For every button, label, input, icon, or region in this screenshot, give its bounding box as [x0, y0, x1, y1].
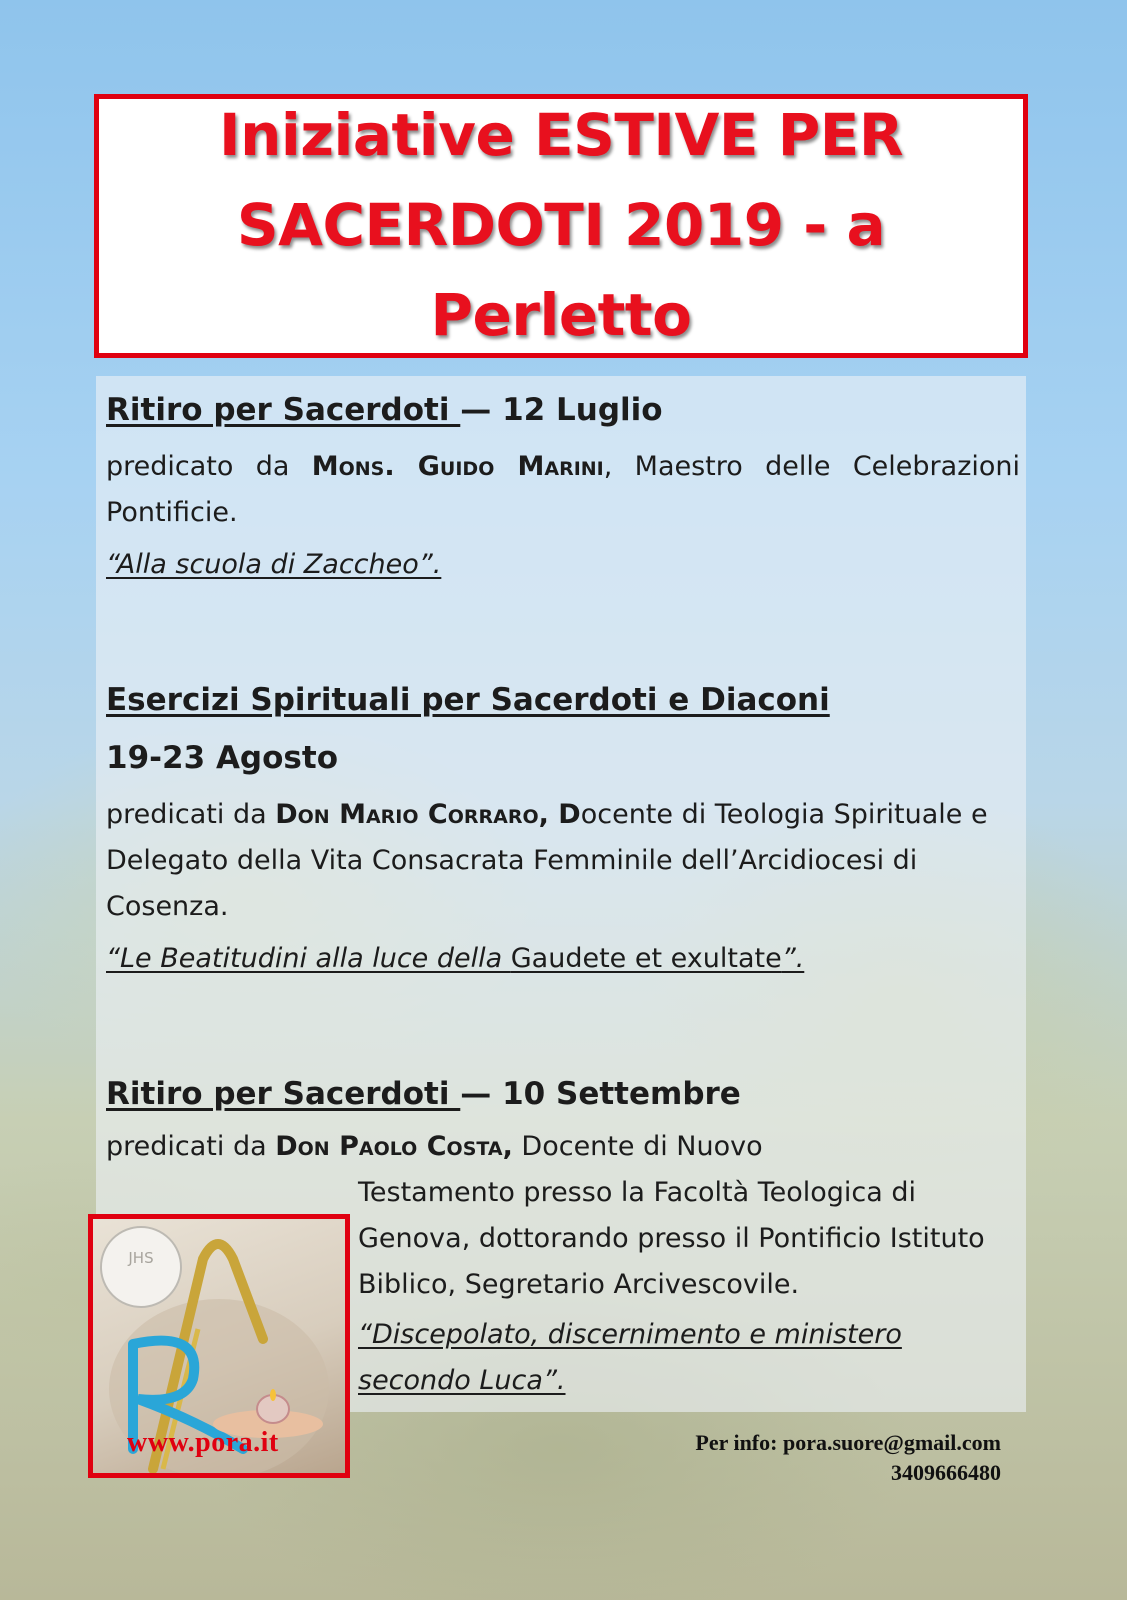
event-heading [106, 388, 1020, 432]
quote-title: Gaudete et exultate [510, 943, 782, 974]
event-heading [106, 678, 1020, 722]
event-dates: 19-23 Agosto [106, 740, 338, 776]
event-heading-underlined: Ritiro per Sacerdoti [106, 392, 461, 428]
speaker-role: ocente di Teologia Spirituale e Delegato della Vita Consacrata Femminile dell’Arcidiocesi di Cosenza. [106, 799, 988, 922]
pora-logo [88, 1214, 350, 1478]
contact-phone: 3409666480 [891, 1460, 1001, 1485]
event-heading-date: — 12 Luglio [460, 392, 663, 428]
event-heading-underlined: Ritiro per Sacerdoti [106, 1076, 461, 1112]
text-predicato: predicato da [106, 451, 312, 482]
logo-url: www.pora.it [127, 1427, 279, 1458]
event-description [106, 792, 1020, 930]
event-heading-underlined: Esercizi Spirituali per Sacerdoti e Diaconi [106, 682, 830, 718]
event-description-first-line [106, 1124, 1020, 1170]
speaker-role-start: Docente di Nuovo [512, 1131, 763, 1162]
jhs-monogram: JHS [128, 1249, 154, 1267]
speaker-role: Testamento presso la Facoltà Teologica di Genova, dottorando presso il Pontificio Istituto Biblico, Segretario Arcivescovile. [358, 1177, 985, 1300]
event-ritiro-luglio [106, 388, 1020, 588]
speaker-role: , Maestro delle Celebrazioni Pontificie. [106, 451, 1020, 528]
event-heading-date: — 10 Settembre [460, 1076, 741, 1112]
page-title: Iniziative ESTIVE PER SACERDOTI 2019 - a Perletto [219, 101, 903, 349]
speaker-role-initial: D [548, 799, 581, 830]
speaker-name: Don Paolo Costa, [275, 1131, 513, 1162]
text-predicati: predicati da [106, 799, 276, 830]
quote-end: ”. [781, 943, 805, 974]
title-box [94, 94, 1028, 358]
contact-email: Per info: pora.suore@gmail.com [695, 1430, 1001, 1455]
event-quote: “Alla scuola di Zaccheo”. [106, 549, 442, 580]
speaker-name: Mons. Guido Marini [311, 451, 604, 482]
event-quote [106, 936, 1020, 982]
event-description-indented [358, 1170, 998, 1404]
contact-info [695, 1428, 1001, 1488]
event-heading [106, 1072, 1020, 1116]
event-quote: “Discepolato, discernimento e ministero secondo Luca”. [358, 1319, 902, 1396]
speaker-name: Don Mario Corraro, [275, 799, 549, 830]
event-description [106, 444, 1020, 536]
event-esercizi-agosto [106, 678, 1020, 982]
quote-part: “Le Beatitudini alla luce della [106, 943, 511, 974]
text-predicati: predicati da [106, 1131, 276, 1162]
